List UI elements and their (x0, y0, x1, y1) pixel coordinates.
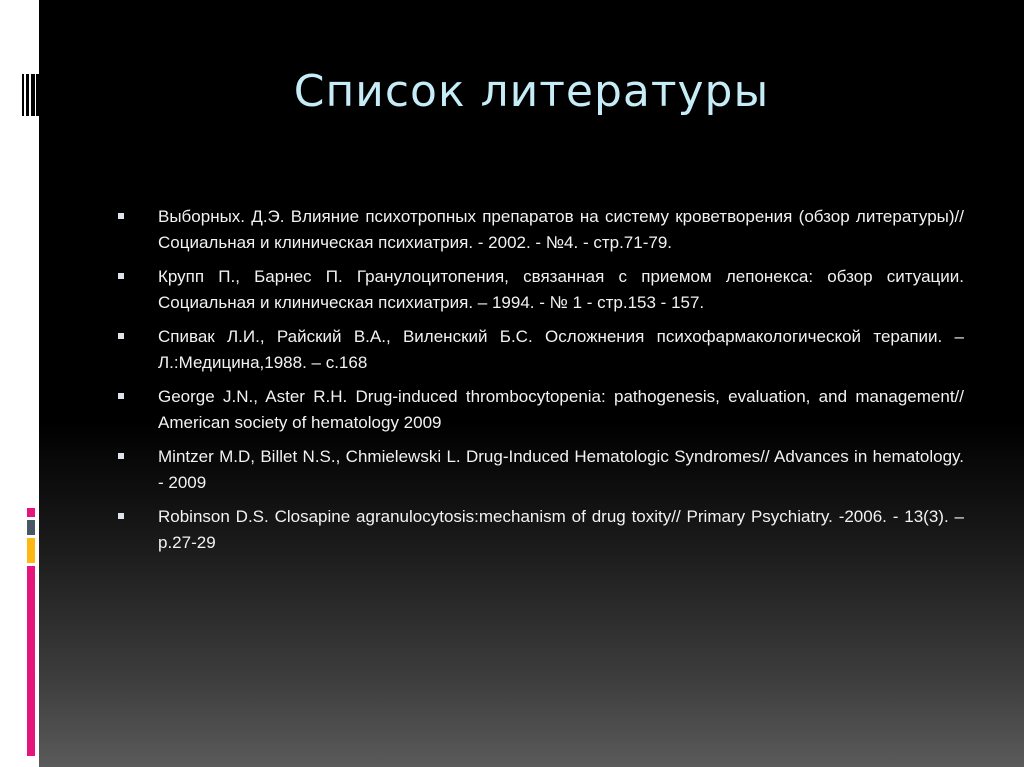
square-bullet-icon (118, 453, 124, 459)
square-bullet-icon (118, 513, 124, 519)
decor-bar-slate (27, 520, 35, 535)
square-bullet-icon (118, 273, 124, 279)
reference-text: Крупп П., Барнес П. Гранулоцитопения, связанная с приемом лепонекса: обзор ситуации. Социальная и клиническая психиатрия. – 1994. - № 1 - стр.153 - 157. (158, 267, 964, 312)
reference-list (118, 204, 964, 564)
reference-text: Robinson D.S. Closapine agranulocytosis:mechanism of drug toxity// Primary Psychiatry. -2006. - 13(3). – p.27-29 (158, 507, 964, 552)
square-bullet-icon (118, 333, 124, 339)
decor-bar-magenta-long (27, 566, 35, 756)
reference-text: Mintzer M.D, Billet N.S., Chmielewski L. Drug-Induced Hematologic Syndromes// Advances in hematology. - 2009 (158, 447, 964, 492)
decor-bar-magenta-small (27, 508, 35, 517)
reference-text: Выборных. Д.Э. Влияние психотропных препаратов на систему кроветворения (обзор литературы)// Социальная и клиническая психиатрия. - 2002. - №4. - стр.71-79. (158, 207, 964, 252)
slide (39, 0, 1024, 767)
reference-text: George J.N., Aster R.H. Drug-induced thrombocytopenia: pathogenesis, evaluation, and management// American society of hematology 2009 (158, 387, 964, 432)
reference-text: Спивак Л.И., Райский В.А., Виленский Б.С. Осложнения психофармакологической терапии. – Л.:Медицина,1988. – с.168 (158, 327, 964, 372)
reference-item (118, 324, 964, 376)
reference-item (118, 504, 964, 556)
left-margin (0, 0, 39, 767)
reference-item (118, 384, 964, 436)
decor-bar-amber (27, 538, 35, 563)
reference-item (118, 204, 964, 256)
square-bullet-icon (118, 393, 124, 399)
reference-item (118, 444, 964, 496)
slide-title: Список литературы (293, 66, 770, 117)
reference-item (118, 264, 964, 316)
square-bullet-icon (118, 213, 124, 219)
